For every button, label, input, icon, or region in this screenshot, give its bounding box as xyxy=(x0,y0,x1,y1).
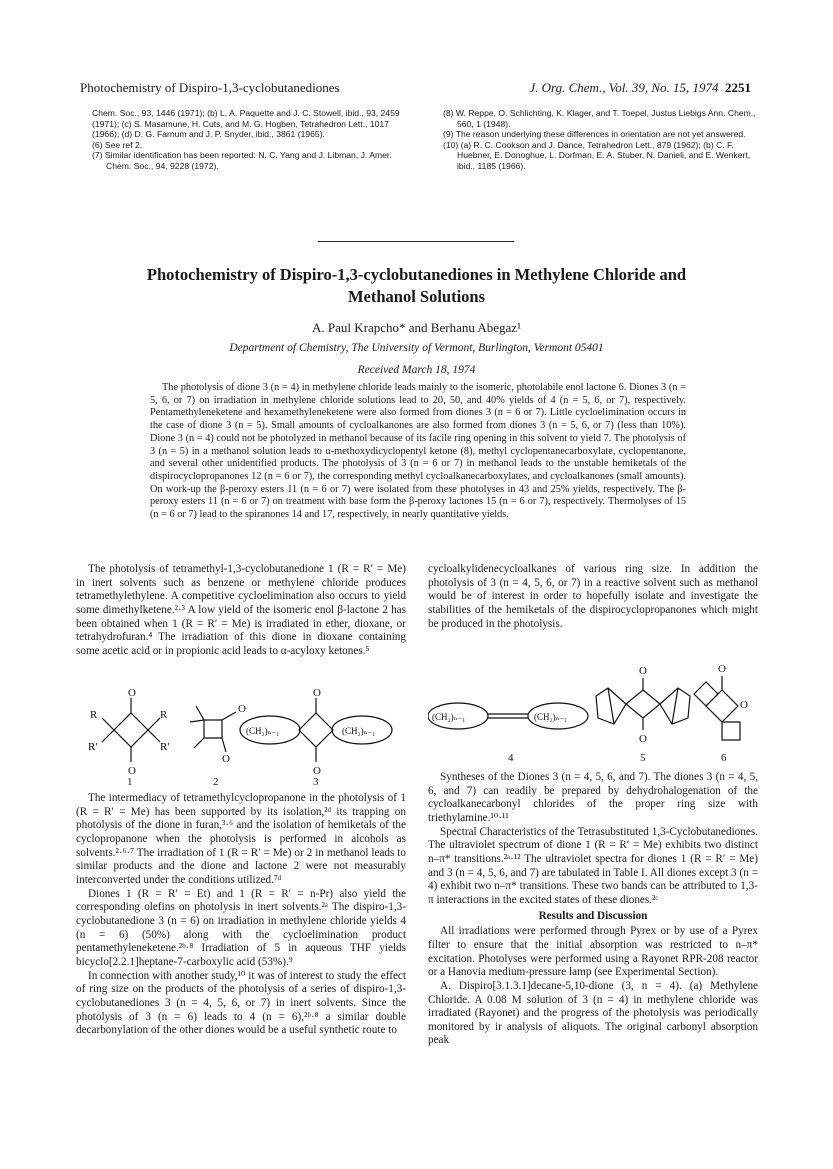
paragraph: The photolysis of tetramethyl-1,3-cyclobutanedione 1 (R = R′ = Me) in inert solvents such as benzene or methylene chloride produces tetramethylethylene. A competitive cycloelimination also occurs to yield some dimethylketene.²·³ A low yield of the isomeric enol β-lactone 2 has been obtained when 1 (R = R′ = Me) is irradiated in ether, dioxane, or tetrahydrofuran.⁴ The irradiation of this dione in dioxane containing some acetic acid or in propionic acid leads to α-acyloxy ketones.⁵ xyxy=(76,563,406,657)
reference: Chem. Soc., 93, 1446 (1971); (b) L. A. Paquette and J. C. Stowell, ibid., 93, 2459 (1971); (c) S. Masamune, H. Cuts, and M. G. Hogben, Tetrahedron Lett., 1017 (1966); (d) D. G. Farnum and J. P. Snyder, ibid., 3861 (1965). xyxy=(92,108,400,140)
ring xyxy=(626,690,660,718)
atom-label: O xyxy=(718,663,726,675)
atom-label: O xyxy=(639,665,647,677)
abstract: The photolysis of dione 3 (n = 4) in methylene chloride leads mainly to the isomeric, photolabile enol lactone 6. Diones 3 (n = 5, 6, or 7) on irradiation in methylene chloride solutions lead to 20, 50, and 40% yields of 4 (n = 5, 6, or 7), respectively. Pentamethyleneketene and hexamethyleneketene were also formed from diones 3 (n = 6 or 7). Little cycloelimination occurs in the case of dione 3 (n = 5). Small amounts of cycloalkanones are also formed from diones 3 (n = 5, 6, or 7) (less than 10%). Dione 3 (n = 4) could not be photolyzed in methanol because of its facile ring opening in this solvent to yield 7. The photolysis of 3 (n = 5) in a methanol solution leads to α-methoxydicyclopentyl ketone (8), methyl cyclopentanecarboxylate, cyclopentanone, and several other unidentified products. The photolysis of 3 (n = 6 or 7) in methanol leads to the unstable hemiketals of the dispirocyclopropanones 12 (n = 6 or 7), the corresponding methyl cycloalkanecarboxylates, and cycloalkanones (small amounts). On work-up the β-peroxy esters 11 (n = 6 or 7) were isolated from these photolyses in 43 and 25% yields, respectively. The β-peroxy esters 11 (n = 6 or 7) on treatment with base form the β-peroxy lactones 15 (n = 6 or 7), respectively. Thermolyses of 15 (n = 6 or 7) lead to the spiranones 14 and 17, respectively, in nearly quantitative yields. xyxy=(150,382,686,521)
paragraph: In connection with another study,¹⁰ it was of interest to study the effect of ring size on the products of the photolysis of a series of dispiro-1,3-cyclobutanediones 3 (n = 4, 5, 6, or 7) in inert solvents. Since the photolysis of 3 (n = 6) leads to 4 (n = 6),²ᵇ·⁸ a similar double decarbonylation of the other diones would be a useful synthetic route to xyxy=(76,969,406,1037)
structure-label-2: 2 xyxy=(213,776,219,788)
bond xyxy=(222,712,236,720)
atom-label: O xyxy=(639,733,647,745)
bond xyxy=(194,738,204,748)
references-right xyxy=(443,108,759,172)
bond xyxy=(190,720,204,722)
running-title: Photochemistry of Dispiro-1,3-cyclobutanediones xyxy=(80,80,340,95)
bond xyxy=(102,730,114,742)
atom-label: O xyxy=(313,688,321,699)
ring xyxy=(299,713,333,747)
title-divider xyxy=(318,241,514,242)
atom-label: O xyxy=(238,703,246,715)
reference: (8) W. Reppe, O. Schlichting, K. Klager, and T. Toepel, Justus Liebigs Ann. Chem., 560, 1 (1948). xyxy=(443,108,756,129)
page-number: 2251 xyxy=(725,80,751,95)
atom-label: R′ xyxy=(160,741,170,753)
reference: (10) (a) R. C. Cookson and J. Dance, Tetrahedron Lett., 879 (1962); (b) C. F. Huebner, E. Donoghue, L. Dorfman, E. A. Stuber, N. Danieli, and E. Wenkert, ibid., 1185 (1966). xyxy=(443,139,751,171)
structures-1-2-3 xyxy=(76,688,406,776)
ring-label: (CH₂)ₙ₋₁ xyxy=(534,712,568,722)
atom-label: R′ xyxy=(88,741,98,753)
ring-label: (CH₂)ₙ₋₁ xyxy=(432,712,466,722)
ring xyxy=(694,682,718,706)
journal-citation xyxy=(529,80,751,96)
ring xyxy=(114,713,148,747)
paragraph: Syntheses of the Diones 3 (n = 4, 5, 6, and 7). The diones 3 (n = 4, 5, 6, and 7) can readily be prepared by dehydrohalogenation of the cycloalkanecarbonyl chlorides of the proper ring size with triethylamine.¹⁰·¹¹ xyxy=(428,771,758,824)
authors: A. Paul Krapcho* and Berhanu Abegaz¹ xyxy=(312,320,521,335)
column-2-bottom xyxy=(428,771,758,1048)
structure-label-1: 1 xyxy=(127,776,133,788)
structure-label-6: 6 xyxy=(721,752,727,764)
ring xyxy=(204,720,222,738)
paragraph: A. Dispiro[3.1.3.1]decane-5,10-dione (3, n = 4). (a) Methylene Chloride. A 0.08 M solution of 3 (n = 4) in methylene chloride was irradiated (Rayonet) and the progress of the photolysis was periodically monitored by ir analysis of aliquots. The original carbonyl absorption peak xyxy=(428,979,758,1047)
atom-label: O xyxy=(313,765,321,776)
bond xyxy=(222,738,226,752)
paragraph: The intermediacy of tetramethylcyclopropanone in the photolysis of 1 (R = R′ = Me) has been supported by its isolation,²ᵈ its trapping on photolysis of the dione in furan,³·⁶ and the isolation of hemiketals of the cyclopropanone when the photolysis is performed in alcohols as solvents.²·⁶·⁷ The irradiation of 1 (R = R′ = Me) or 2 in methanol leads to similar products and the dione and lactone 2 were not measurably interconverted under the conditions utilized.⁷ᵈ xyxy=(76,792,406,886)
received-date: Received March 18, 1974 xyxy=(357,364,476,376)
bond xyxy=(148,730,160,742)
atom-label: O xyxy=(740,699,748,711)
article-title: Photochemistry of Dispiro-1,3-cyclobutanediones in Methylene Chloride and Methanol Solutions xyxy=(146,265,687,306)
column-1-bottom xyxy=(76,792,406,1038)
column-1-top xyxy=(76,563,406,659)
atom-label: R xyxy=(160,709,168,721)
bond xyxy=(608,688,614,724)
reference: (9) The reason underlying these differences in orientation are not yet answered. xyxy=(443,129,746,140)
section-heading: Results and Discussion xyxy=(538,909,648,922)
paragraph: Spectral Characteristics of the Tetrasubstituted 1,3-Cyclobutanediones. The ultraviolet spectrum of dione 1 (R = R′ = Me) exhibits two distinct n–π* transitions.²ᵃ·¹² The ultraviolet spectra for diones 1 (R = R′ = Me) and 3 (n = 4, 5, 6, and 7) are tabulated in Table I. All diones except 3 (n = 4) exhibit two n–π* transitions. These two bands can be attributed to 1,3-π interactions in the excited states of these diones.²ᶜ xyxy=(428,825,758,906)
reference: (6) See ref 2. xyxy=(92,139,143,150)
ring-label: (CH₂)ₙ₋₁ xyxy=(342,726,376,736)
structure-label-5: 5 xyxy=(640,752,646,764)
bond xyxy=(672,688,678,724)
atom-label: O xyxy=(128,765,136,776)
structure-label-3: 3 xyxy=(313,776,319,788)
volume-issue: Vol. 39, No. 15, 1974 xyxy=(608,80,719,95)
paragraph: Diones 1 (R = R′ = Et) and 1 (R = R′ = n-Pr) also yield the corresponding olefins on photolysis in inert solvents.²ᵃ The dispiro-1,3-cyclobutanedione 3 (n = 6) on irradiation in methylene chloride yields 4 (n = 6) (50%) along with the cycloelimination product pentamethyleneketene.²ᵇ·⁸ Irradiation of 5 in aqueous THF yields bicyclo[2.2.1]heptane-7-carboxylic acid (53%).⁹ xyxy=(76,887,406,968)
affiliation: Department of Chemistry, The University of Vermont, Burlington, Vermont 05401 xyxy=(229,342,604,354)
journal-name: J. Org. Chem., xyxy=(529,80,606,95)
bond xyxy=(102,718,114,730)
paragraph: All irradiations were performed through Pyrex or by use of a Pyrex filter to ensure that the initial absorption was restricted to n–π* excitation. Photolyses were performed using a Rayonet RPR-208 reactor or a Hanovia medium-pressure lamp (see Experimental Section). xyxy=(428,925,758,979)
column-2-top xyxy=(428,563,758,631)
ring xyxy=(722,722,740,740)
reference: (7) Similar identification has been reported: N. C. Yang and J. Libman, J. Amer. Chem. Soc., 94, 9228 (1972). xyxy=(92,150,392,171)
references-left xyxy=(92,108,408,172)
ring-label: (CH₂)ₙ₋₁ xyxy=(246,726,280,736)
ring xyxy=(706,690,738,722)
structure-label-4: 4 xyxy=(508,752,514,764)
atom-label: O xyxy=(222,753,230,765)
bond xyxy=(148,718,160,730)
bond xyxy=(196,706,204,720)
atom-label: R xyxy=(90,709,98,721)
structures-4-5-6 xyxy=(428,648,758,750)
atom-label: O xyxy=(128,688,136,699)
paragraph: cycloalkylidenecycloalkanes of various ring size. In addition the photolysis of 3 (n = 4, 5, 6, or 7) in a reactive solvent such as methanol would be of interest in order to hopefully isolate and investigate the stabilities of the hemiketals of the dispirocyclopropanones which might be produced in the photolysis. xyxy=(428,563,758,630)
